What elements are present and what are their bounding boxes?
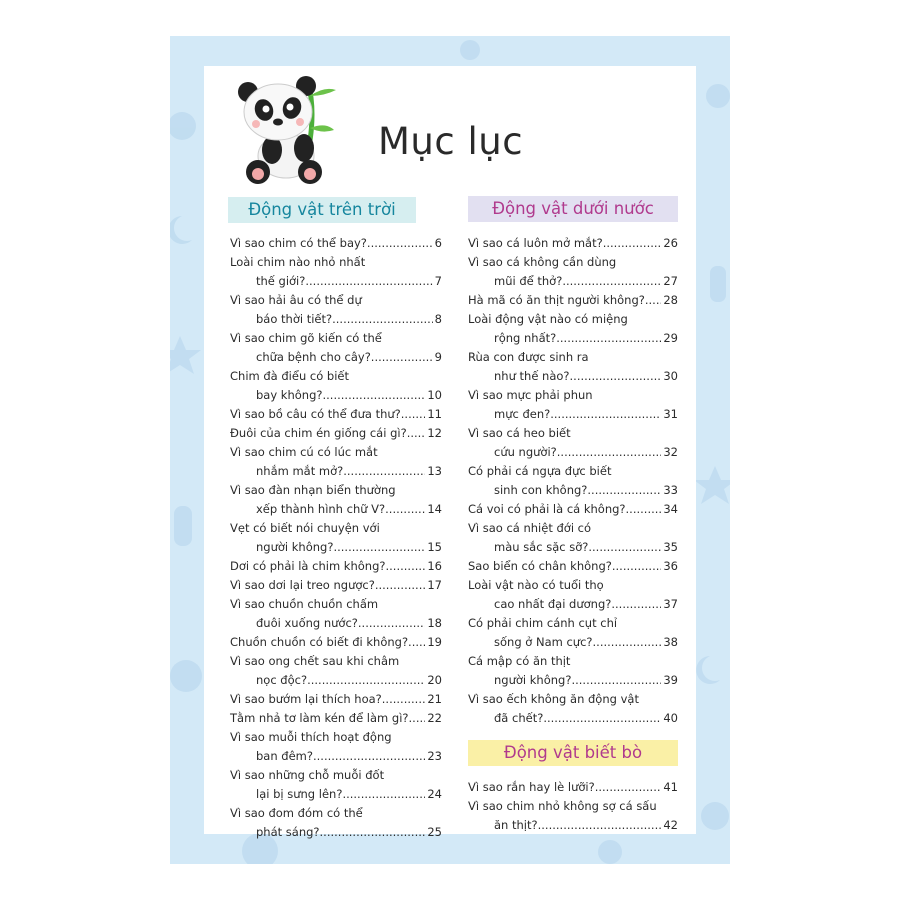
toc-entry-title: người không? <box>256 540 334 554</box>
toc-entry-title: Rùa con được sinh ra <box>468 350 589 364</box>
toc-entry-title: Cá voi có phải là cá không? <box>468 502 626 516</box>
dot-leader <box>626 500 662 519</box>
toc-entry <box>468 576 678 614</box>
toc-entry-title: màu sắc sặc sỡ? <box>494 540 589 554</box>
toc-page-number: 22 <box>427 711 442 725</box>
dot-leader <box>409 709 426 728</box>
toc-entry <box>468 253 678 291</box>
toc-entry-title: Vì sao chim gõ kiến có thể <box>230 331 382 345</box>
toc-entry-title: Vẹt có biết nói chuyện với <box>230 521 380 535</box>
toc-page-number: 41 <box>663 780 678 794</box>
dot-leader <box>322 386 425 405</box>
toc-entry-title: Tằm nhả tơ làm kén để làm gì? <box>230 711 409 725</box>
toc-page-number: 32 <box>663 445 678 459</box>
toc-entry-title: rộng nhất? <box>494 331 557 345</box>
toc-entry <box>468 690 678 728</box>
dot-leader <box>588 538 661 557</box>
toc-entry-title: Loài động vật nào có miệng <box>468 312 628 326</box>
toc-page-number: 12 <box>427 426 442 440</box>
toc-entry <box>230 481 442 519</box>
toc-entry <box>230 234 442 253</box>
toc-entry <box>230 804 442 842</box>
dot-leader <box>603 234 662 253</box>
toc-entry-title: Loài vật nào có tuổi thọ <box>468 578 604 592</box>
toc-page-number: 26 <box>663 236 678 250</box>
dot-leader <box>595 778 662 797</box>
dot-leader <box>367 234 433 253</box>
toc-entry <box>230 329 442 367</box>
toc-page-number: 38 <box>663 635 678 649</box>
toc-entry-title: nọc độc? <box>256 673 308 687</box>
section-header-sky-animals: Động vật trên trời <box>228 197 416 223</box>
table-of-contents-panel <box>204 66 696 839</box>
toc-entry-title: Vì sao mực phải phun <box>468 388 593 402</box>
dot-leader <box>320 823 426 842</box>
toc-entry-title: ban đêm? <box>256 749 313 763</box>
toc-entry-title: Vì sao muỗi thích hoạt động <box>230 730 392 744</box>
dot-leader <box>333 538 425 557</box>
toc-entry-title: Có phải cá ngựa đực biết <box>468 464 612 478</box>
toc-entry-title: báo thời tiết? <box>256 312 333 326</box>
toc-entry <box>468 778 678 797</box>
toc-page-number: 42 <box>663 818 678 832</box>
toc-page-number: 20 <box>427 673 442 687</box>
toc-entry-title: xếp thành hình chữ V? <box>256 502 386 516</box>
toc-entry-title: Vì sao hải âu có thể dự <box>230 293 362 307</box>
toc-page-number: 39 <box>663 673 678 687</box>
toc-list-sky <box>230 234 442 842</box>
dot-leader <box>382 690 426 709</box>
toc-entry <box>468 462 678 500</box>
toc-entry-title: Vì sao chim có thể bay? <box>230 236 367 250</box>
toc-page-number: 9 <box>434 350 442 364</box>
dot-leader <box>385 557 425 576</box>
toc-entry-title: Vì sao đom đóm có thể <box>230 806 363 820</box>
toc-entry <box>468 614 678 652</box>
dot-leader <box>587 481 661 500</box>
toc-entry <box>230 424 442 443</box>
dot-leader <box>543 709 661 728</box>
toc-entry <box>468 652 678 690</box>
dot-leader <box>570 367 662 386</box>
dot-leader <box>557 443 662 462</box>
toc-entry-title: Chim đà điểu có biết <box>230 369 349 383</box>
toc-entry-title: người không? <box>494 673 572 687</box>
toc-entry <box>230 367 442 405</box>
toc-page-number: 8 <box>434 312 442 326</box>
toc-entry <box>468 348 678 386</box>
toc-entry-title: Sao biển có chân không? <box>468 559 612 573</box>
dot-leader <box>343 462 425 481</box>
dot-leader <box>307 671 425 690</box>
toc-page-number: 29 <box>663 331 678 345</box>
toc-page-number: 15 <box>427 540 442 554</box>
toc-entry-title: Đuôi của chim én giống cái gì? <box>230 426 407 440</box>
dot-leader <box>611 595 661 614</box>
dot-leader <box>407 424 426 443</box>
toc-entry <box>230 576 442 595</box>
toc-entry-title: Loài chim nào nhỏ nhất <box>230 255 366 269</box>
toc-entry-title: sinh con không? <box>494 483 588 497</box>
toc-entry <box>230 405 442 424</box>
dot-leader <box>313 747 425 766</box>
toc-entry-title: Chuồn chuồn có biết đi không? <box>230 635 409 649</box>
dot-leader <box>645 291 662 310</box>
toc-entry-title: Dơi có phải là chim không? <box>230 559 386 573</box>
toc-page-number: 28 <box>663 293 678 307</box>
toc-entry <box>230 443 442 481</box>
dot-leader <box>371 348 433 367</box>
toc-page-number: 21 <box>427 692 442 706</box>
toc-entry <box>230 557 442 576</box>
book-page-frame <box>170 36 730 864</box>
toc-entry-title: Vì sao bướm lại thích hoa? <box>230 692 382 706</box>
section-header-water-animals: Động vật dưới nước <box>468 196 678 222</box>
toc-entry-title: Vì sao cá heo biết <box>468 426 571 440</box>
toc-entry <box>468 424 678 462</box>
toc-page-number: 17 <box>427 578 442 592</box>
toc-list-crawl <box>468 778 678 835</box>
toc-page-number: 24 <box>427 787 442 801</box>
toc-entry-title: Có phải chim cánh cụt chỉ <box>468 616 618 630</box>
dot-leader <box>556 329 661 348</box>
toc-entry-title: mũi để thở? <box>494 274 563 288</box>
toc-entry-title: Vì sao ếch không ăn động vật <box>468 692 639 706</box>
dot-leader <box>562 272 661 291</box>
toc-page-number: 10 <box>427 388 442 402</box>
toc-entry-title: nhắm mắt mở? <box>256 464 344 478</box>
toc-entry-title: Vì sao dơi lại treo ngược? <box>230 578 375 592</box>
toc-entry-title: Vì sao ong chết sau khi châm <box>230 654 400 668</box>
toc-entry <box>468 519 678 557</box>
toc-entry-title: ăn thịt? <box>494 818 538 832</box>
toc-list-water <box>468 234 678 728</box>
toc-page-number: 27 <box>663 274 678 288</box>
toc-entry-title: Vì sao rắn hay lè lưỡi? <box>468 780 595 794</box>
dot-leader <box>401 405 426 424</box>
page-title: Mục lục <box>378 120 524 163</box>
dot-leader <box>612 557 662 576</box>
toc-entry <box>230 709 442 728</box>
section-header-crawling-animals: Động vật biết bò <box>468 740 678 766</box>
toc-entry-title: Vì sao bồ câu có thể đưa thư? <box>230 407 401 421</box>
toc-entry-title: Vì sao cá không cần dùng <box>468 255 617 269</box>
toc-entry-title: Vì sao chim nhỏ không sợ cá sấu <box>468 799 657 813</box>
dot-leader <box>375 576 426 595</box>
dot-leader <box>385 500 425 519</box>
toc-page-number: 36 <box>663 559 678 573</box>
dot-leader <box>408 633 425 652</box>
toc-entry <box>468 500 678 519</box>
toc-entry <box>230 633 442 652</box>
toc-page-number: 37 <box>663 597 678 611</box>
toc-page-number: 14 <box>427 502 442 516</box>
toc-entry-title: Hà mã có ăn thịt người không? <box>468 293 645 307</box>
toc-entry <box>230 766 442 804</box>
toc-entry <box>230 291 442 329</box>
toc-page-number: 31 <box>663 407 678 421</box>
toc-page-number: 6 <box>434 236 442 250</box>
toc-page-number: 35 <box>663 540 678 554</box>
dot-leader <box>550 405 661 424</box>
toc-page-number: 16 <box>427 559 442 573</box>
dot-leader <box>332 310 433 329</box>
panda-illustration <box>230 72 348 188</box>
toc-entry-title: lại bị sưng lên? <box>256 787 343 801</box>
toc-entry-title: Vì sao những chỗ muỗi đốt <box>230 768 385 782</box>
toc-entry-title: đuôi xuống nước? <box>256 616 358 630</box>
toc-entry <box>230 595 442 633</box>
dot-leader <box>342 785 425 804</box>
toc-entry <box>468 797 678 835</box>
toc-entry <box>468 234 678 253</box>
toc-entry-title: như thế nào? <box>494 369 570 383</box>
toc-page-number: 40 <box>663 711 678 725</box>
toc-entry <box>230 253 442 291</box>
toc-entry <box>230 652 442 690</box>
toc-entry <box>468 291 678 310</box>
dot-leader <box>358 614 425 633</box>
toc-entry <box>230 728 442 766</box>
toc-entry-title: Cá mập có ăn thịt <box>468 654 571 668</box>
toc-entry-title: mực đen? <box>494 407 551 421</box>
toc-entry-title: Vì sao chuồn chuồn chấm <box>230 597 379 611</box>
toc-page-number: 33 <box>663 483 678 497</box>
toc-page-number: 7 <box>434 274 442 288</box>
toc-entry-title: đã chết? <box>494 711 544 725</box>
dot-leader <box>538 816 662 835</box>
toc-entry-title: Vì sao cá nhiệt đới có <box>468 521 592 535</box>
toc-entry-title: Vì sao cá luôn mở mắt? <box>468 236 603 250</box>
toc-entry <box>230 690 442 709</box>
toc-page-number: 25 <box>427 825 442 839</box>
toc-entry <box>468 557 678 576</box>
toc-entry-title: Vì sao chim cú có lúc mắt <box>230 445 378 459</box>
toc-entry-title: cứu người? <box>494 445 557 459</box>
toc-entry-title: phát sáng? <box>256 825 320 839</box>
dot-leader <box>593 633 662 652</box>
toc-entry <box>468 386 678 424</box>
toc-entry-title: sống ở Nam cực? <box>494 635 593 649</box>
toc-page-number: 23 <box>427 749 442 763</box>
dot-leader <box>571 671 661 690</box>
toc-entry-title: thế giới? <box>256 274 306 288</box>
toc-entry <box>230 519 442 557</box>
toc-page-number: 34 <box>663 502 678 516</box>
toc-page-number: 13 <box>427 464 442 478</box>
dot-leader <box>305 272 432 291</box>
toc-page-number: 19 <box>427 635 442 649</box>
toc-entry-title: Vì sao đàn nhạn biển thường <box>230 483 396 497</box>
toc-entry-title: cao nhất đại dương? <box>494 597 612 611</box>
toc-page-number: 30 <box>663 369 678 383</box>
toc-entry-title: bay không? <box>256 388 323 402</box>
toc-page-number: 11 <box>427 407 442 421</box>
toc-page-number: 18 <box>427 616 442 630</box>
toc-entry <box>468 310 678 348</box>
toc-entry-title: chữa bệnh cho cây? <box>256 350 371 364</box>
